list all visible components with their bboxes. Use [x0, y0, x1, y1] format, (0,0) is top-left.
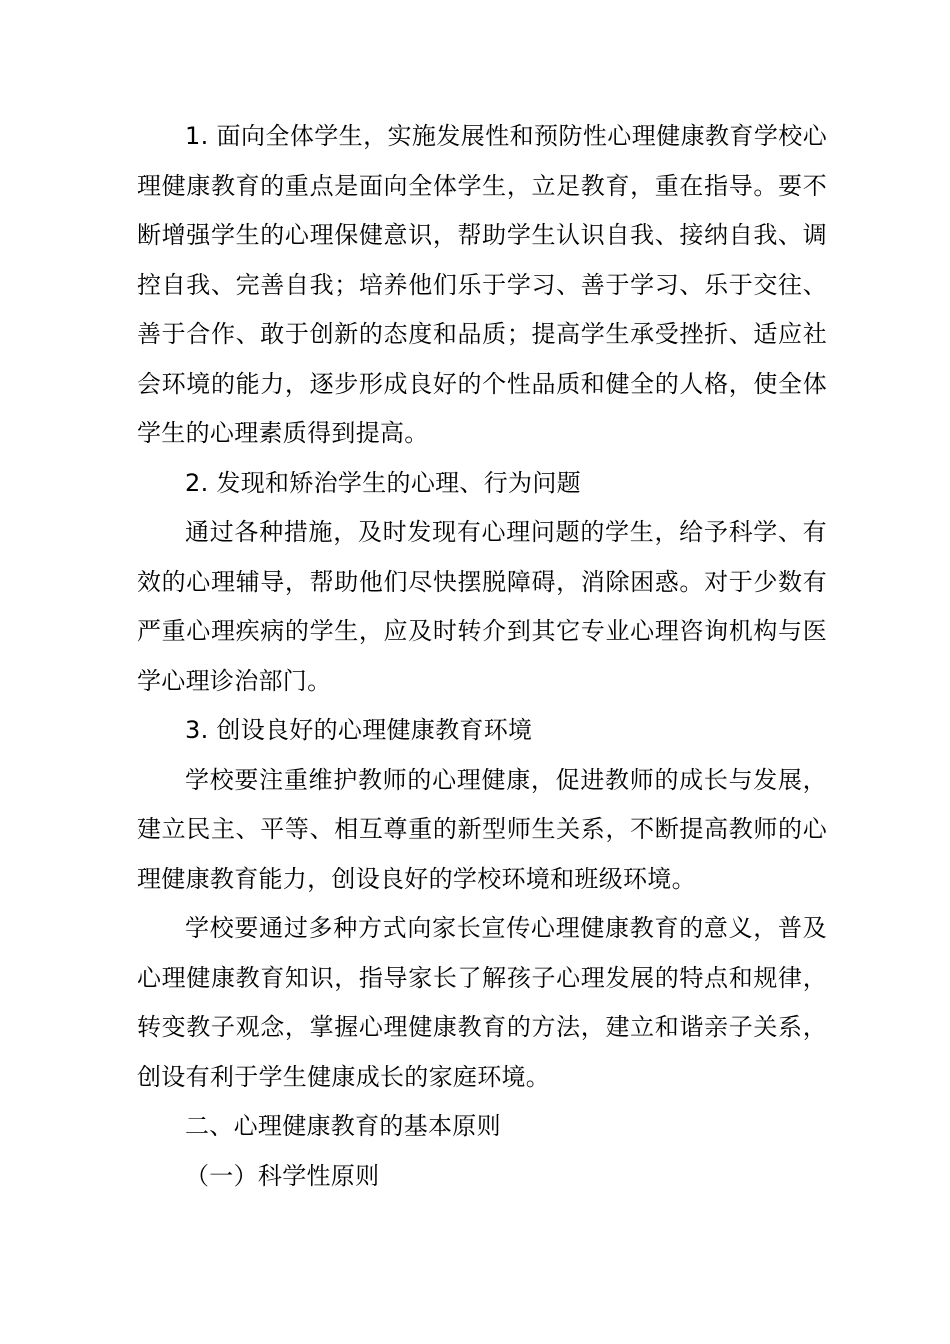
document-page [137, 112, 827, 1201]
paragraph-counseling-measures: 通过各种措施，及时发现有心理问题的学生，给予科学、有效的心理辅导，帮助他们尽快摆脱障碍，消除困惑。对于少数有严重心理疾病的学生，应及时转介到其它专业心理咨询机构与医学心理诊治部门。 [137, 518, 827, 695]
heading-create-environment: 3. 创设良好的心理健康教育环境 [185, 716, 533, 744]
paragraph-facing-all-students: 1. 面向全体学生，实施发展性和预防性心理健康教育学校心理健康教育的重点是面向全体学生，立足教育，重在指导。要不断增强学生的心理保健意识，帮助学生认识自我、接纳自我、调控自我、完善自我；培养他们乐于学习、善于学习、乐于交往、善于合作、敢于创新的态度和品质；提高学生承受挫折、适应社会环境的能力，逐步形成良好的个性品质和健全的人格，使全体学生的心理素质得到提高。 [137, 122, 827, 447]
paragraph-teacher-mental-health: 学校要注重维护教师的心理健康，促进教师的成长与发展，建立民主、平等、相互尊重的新型师生关系，不断提高教师的心理健康教育能力，创设良好的学校环境和班级环境。 [137, 765, 827, 893]
heading-scientific-principle: （一）科学性原则 [185, 1161, 380, 1190]
heading-discover-correct-problems: 2. 发现和矫治学生的心理、行为问题 [185, 468, 581, 497]
paragraph-parent-education: 学校要通过多种方式向家长宣传心理健康教育的意义，普及心理健康教育知识，指导家长了解孩子心理发展的特点和规律，转变教子观念，掌握心理健康教育的方法，建立和谐亲子关系，创设有利于学生健康成长的家庭环境。 [137, 914, 827, 1091]
heading-basic-principles: 二、心理健康教育的基本原则 [185, 1112, 501, 1140]
